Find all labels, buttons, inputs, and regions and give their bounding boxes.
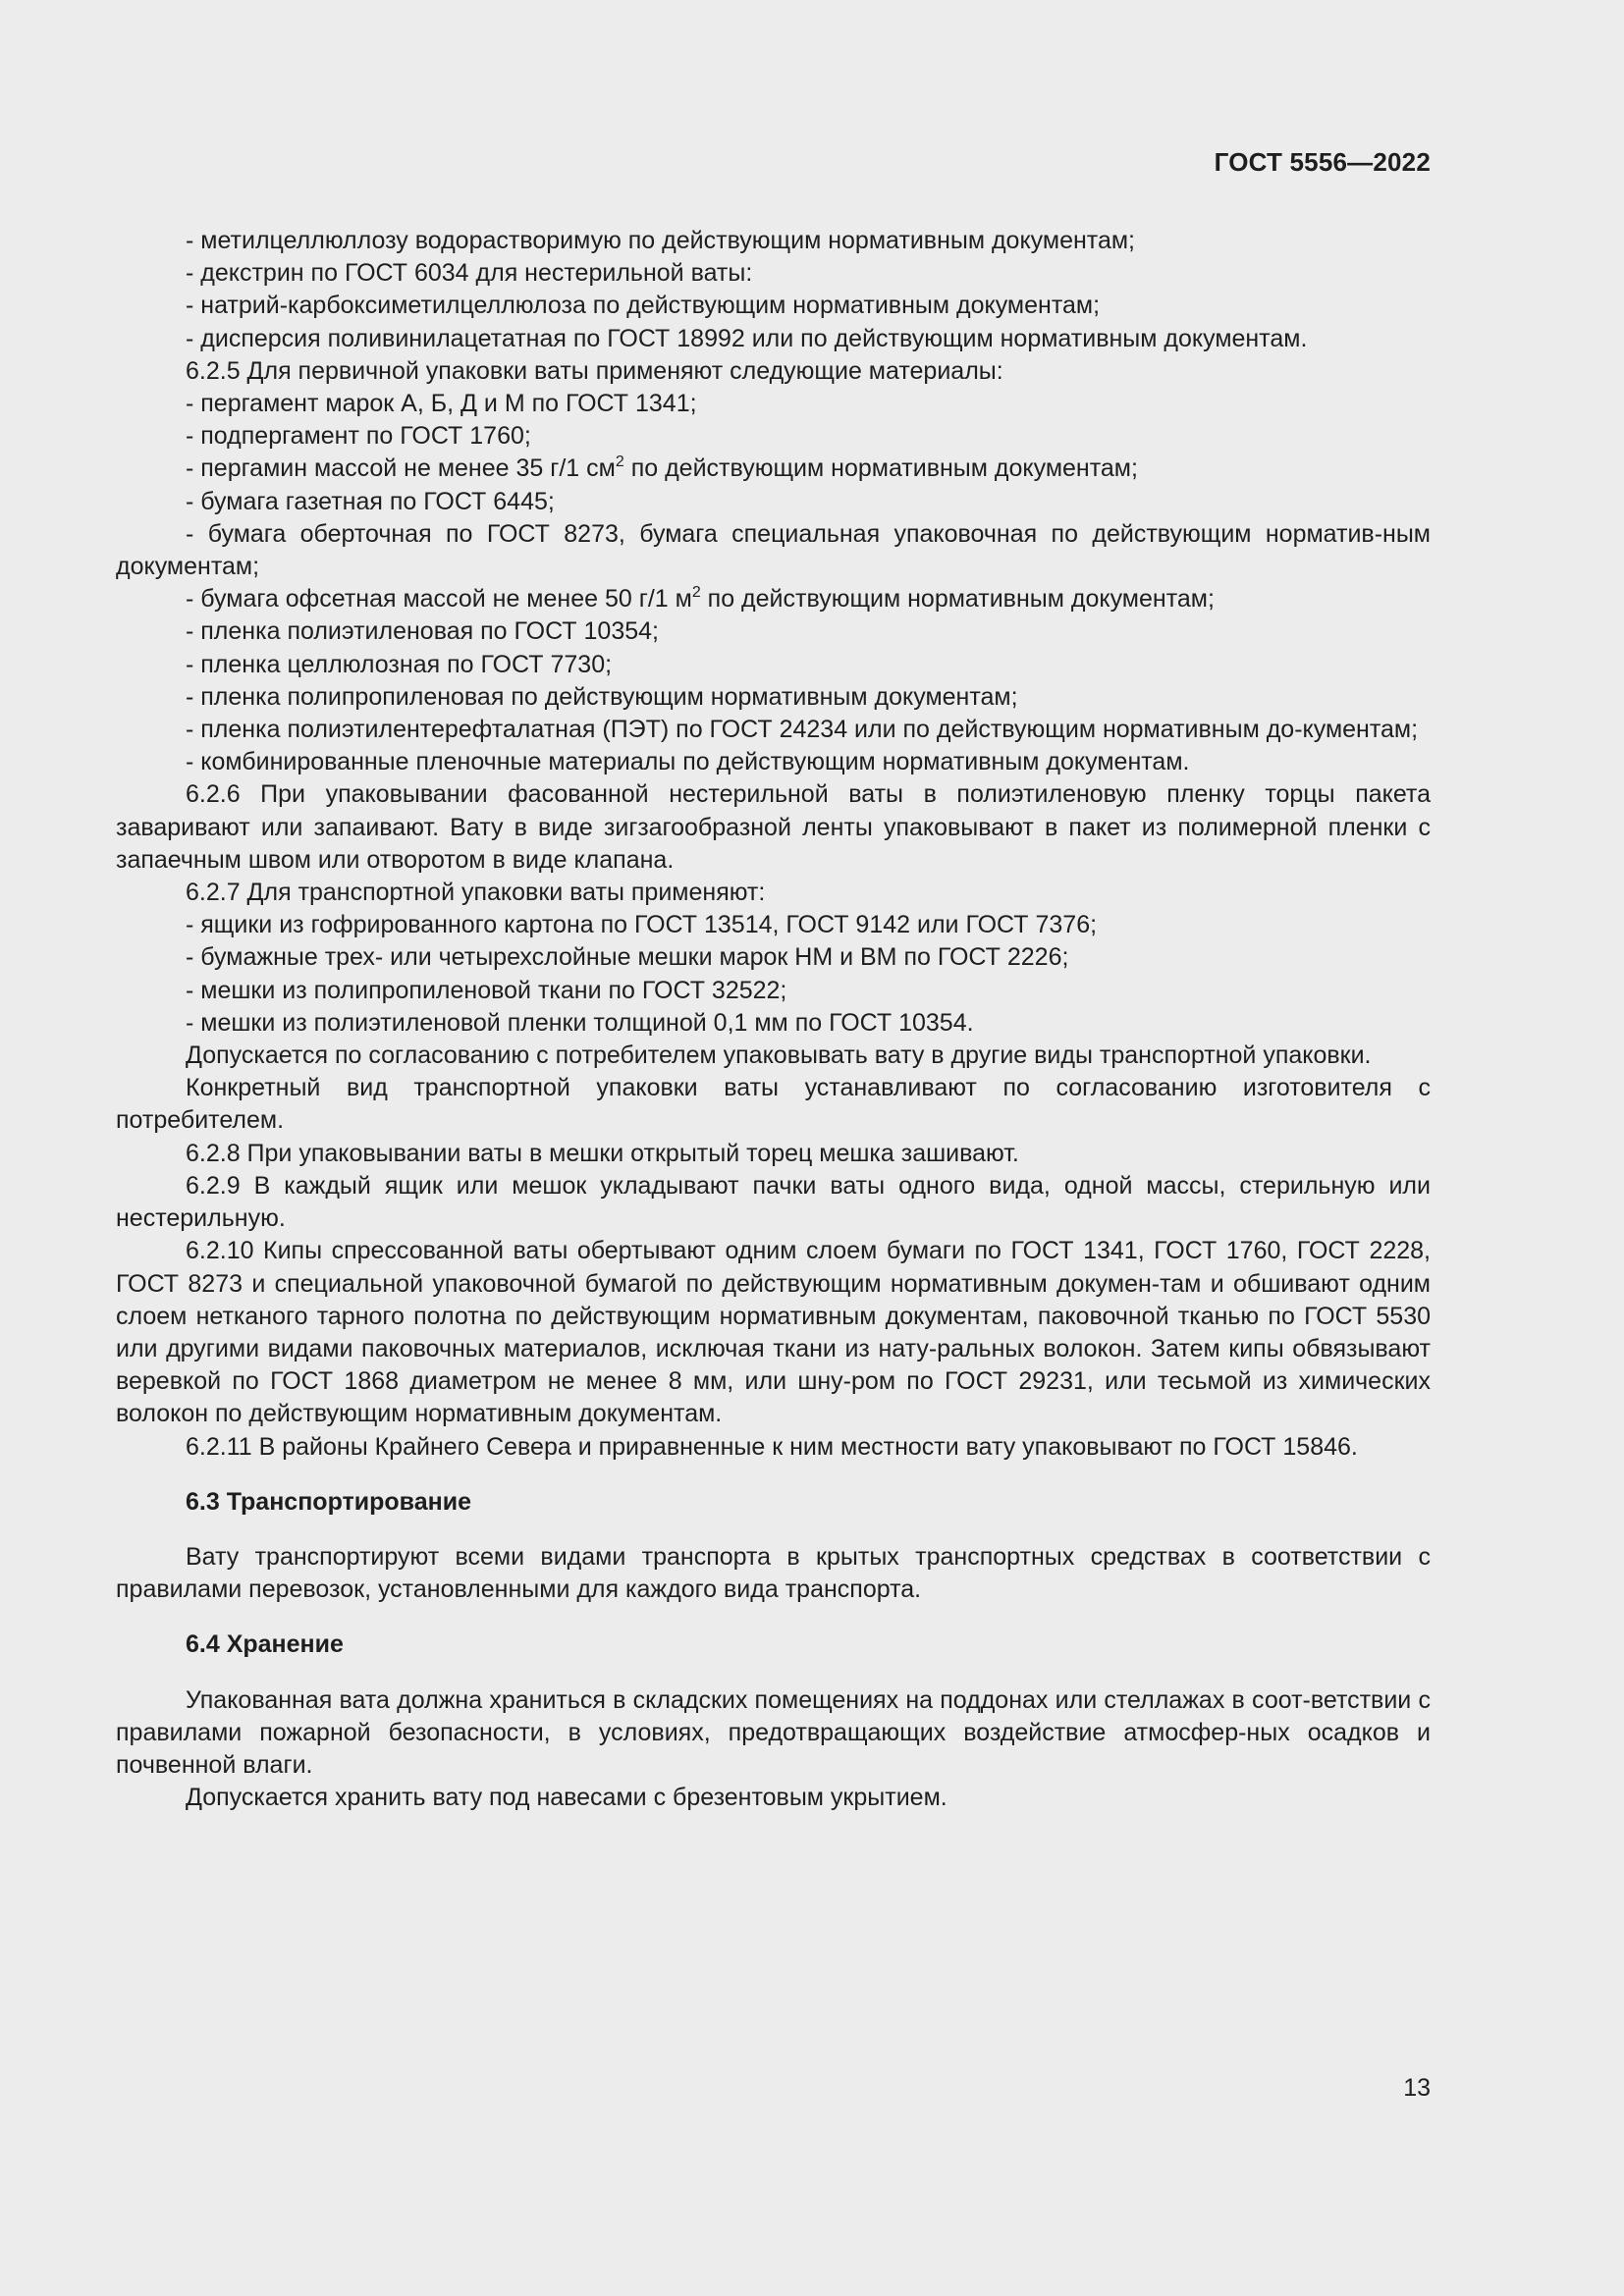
clause-6-2-11: 6.2.11 В районы Крайнего Севера и приравненные к ним местности вату упаковывают по ГОСТ 15846. bbox=[186, 1432, 1358, 1461]
list-item: - мешки из полипропиленовой ткани по ГОСТ 32522; bbox=[186, 976, 787, 1004]
paragraph: Упакованная вата должна храниться в складских помещениях на поддонах или стеллажах в соот-ветствии с правилами пожарной безопасности, в условиях, предотвращающих воздействие атмосфер-ных осадков и почвенной влаги. bbox=[116, 1685, 1431, 1779]
list-item: - пленка полиэтилентерефталатная (ПЭТ) по ГОСТ 24234 или по действующим нормативным до-кументам; bbox=[186, 716, 1419, 744]
list-item: - декстрин по ГОСТ 6034 для нестерильной ваты: bbox=[186, 259, 753, 288]
list-item-text: по действующим нормативным документам; bbox=[700, 585, 1215, 614]
list-item: - натрий-карбоксиметилцеллюлоза по действующим нормативным документам; bbox=[186, 292, 1101, 320]
list-item-text: - бумага офсетная массой не менее 50 г/1 м bbox=[186, 585, 692, 614]
clause-6-2-7: 6.2.7 Для транспортной упаковки ваты применяют: bbox=[186, 879, 766, 907]
superscript: 2 bbox=[615, 454, 624, 471]
clause-6-2-10: 6.2.10 Кипы спрессованной ваты обертывают одним слоем бумаги по ГОСТ 1341, ГОСТ 1760, ГОСТ 2228, ГОСТ 8273 и специальной упаковочной бумагой по действующим нормативным докумен-там и обшивают одним слоем нетканого тарного полотна по действующим нормативным документам, паковочной тканью по ГОСТ 5530 или другими видами паковочных материалов, исключая ткани из нату-ральных волокон. Затем кипы обвязывают веревкой по ГОСТ 1868 диаметром не менее 8 мм, или шну-ром по ГОСТ 29231, или тесьмой из химических волокон по действующим нормативным документам. bbox=[116, 1237, 1431, 1428]
list-item: - комбинированные пленочные материалы по действующим нормативным документам. bbox=[186, 748, 1190, 776]
list-item: - бумага оберточная по ГОСТ 8273, бумага специальная упаковочная по действующим норматив-ным документам; bbox=[116, 519, 1431, 581]
page-number: 13 bbox=[1403, 2074, 1431, 2102]
list-item-text: по действующим нормативным документам; bbox=[623, 454, 1138, 483]
list-item: - ящики из гофрированного картона по ГОСТ 13514, ГОСТ 9142 или ГОСТ 7376; bbox=[186, 911, 1098, 939]
list-item: - подпергамент по ГОСТ 1760; bbox=[186, 422, 531, 451]
clause-6-2-9: 6.2.9 В каждый ящик или мешок укладывают пачки ваты одного вида, одной массы, стерильную или нестерильную. bbox=[116, 1171, 1431, 1233]
section-heading-6-4: 6.4 Хранение bbox=[186, 1630, 344, 1659]
document-code-header: ГОСТ 5556—2022 bbox=[1214, 147, 1431, 177]
list-item: - бумажные трех- или четырехслойные мешки марок НМ и ВМ по ГОСТ 2226; bbox=[186, 943, 1069, 972]
list-item: - бумага газетная по ГОСТ 6445; bbox=[186, 487, 555, 515]
clause-6-2-6: 6.2.6 При упаковывании фасованной нестерильной ваты в полиэтиленовую пленку торцы пакета заваривают или запаивают. Вату в виде зигзагообразной ленты упаковывают в пакет из полимерной пленки с запаечным швом или отворотом в виде клапана. bbox=[116, 780, 1431, 874]
paragraph: Вату транспортируют всеми видами транспорта в крытых транспортных средствах в соответствии с правилами перевозок, установленными для каждого вида транспорта. bbox=[116, 1542, 1431, 1604]
paragraph: Допускается по согласованию с потребителем упаковывать вату в другие виды транспортной упаковки. bbox=[186, 1041, 1372, 1070]
list-item-text: - пергамин массой не менее 35 г/1 см bbox=[186, 454, 616, 483]
clause-6-2-5: 6.2.5 Для первичной упаковки ваты применяют следующие материалы: bbox=[186, 356, 1003, 385]
paragraph: Конкретный вид транспортной упаковки ваты устанавливают по согласованию изготовителя с потребителем. bbox=[116, 1074, 1431, 1135]
list-item: - пленка полипропиленовая по действующим нормативным документам; bbox=[186, 682, 1018, 711]
paragraph: Допускается хранить вату под навесами с брезентовым укрытием. bbox=[186, 1784, 947, 1812]
list-item: - пленка полиэтиленовая по ГОСТ 10354; bbox=[186, 617, 659, 646]
clause-6-2-8: 6.2.8 При упаковывании ваты в мешки открытый торец мешка зашивают. bbox=[186, 1139, 1019, 1167]
section-heading-6-3: 6.3 Транспортирование bbox=[186, 1487, 471, 1516]
list-item: - пергамент марок А, Б, Д и М по ГОСТ 1341; bbox=[186, 390, 697, 418]
list-item: - мешки из полиэтиленовой пленки толщиной 0,1 мм по ГОСТ 10354. bbox=[186, 1008, 974, 1037]
list-item bbox=[116, 583, 1431, 615]
list-item: - метилцеллюллозу водорастворимую по действующим нормативным документам; bbox=[186, 227, 1136, 254]
superscript: 2 bbox=[691, 584, 701, 602]
list-item: - пленка целлюлозная по ГОСТ 7730; bbox=[186, 650, 613, 678]
list-item bbox=[116, 453, 1431, 485]
list-item: - дисперсия поливинилацетатная по ГОСТ 18992 или по действующим нормативным документам. bbox=[186, 324, 1308, 352]
document-body bbox=[116, 225, 1431, 1814]
